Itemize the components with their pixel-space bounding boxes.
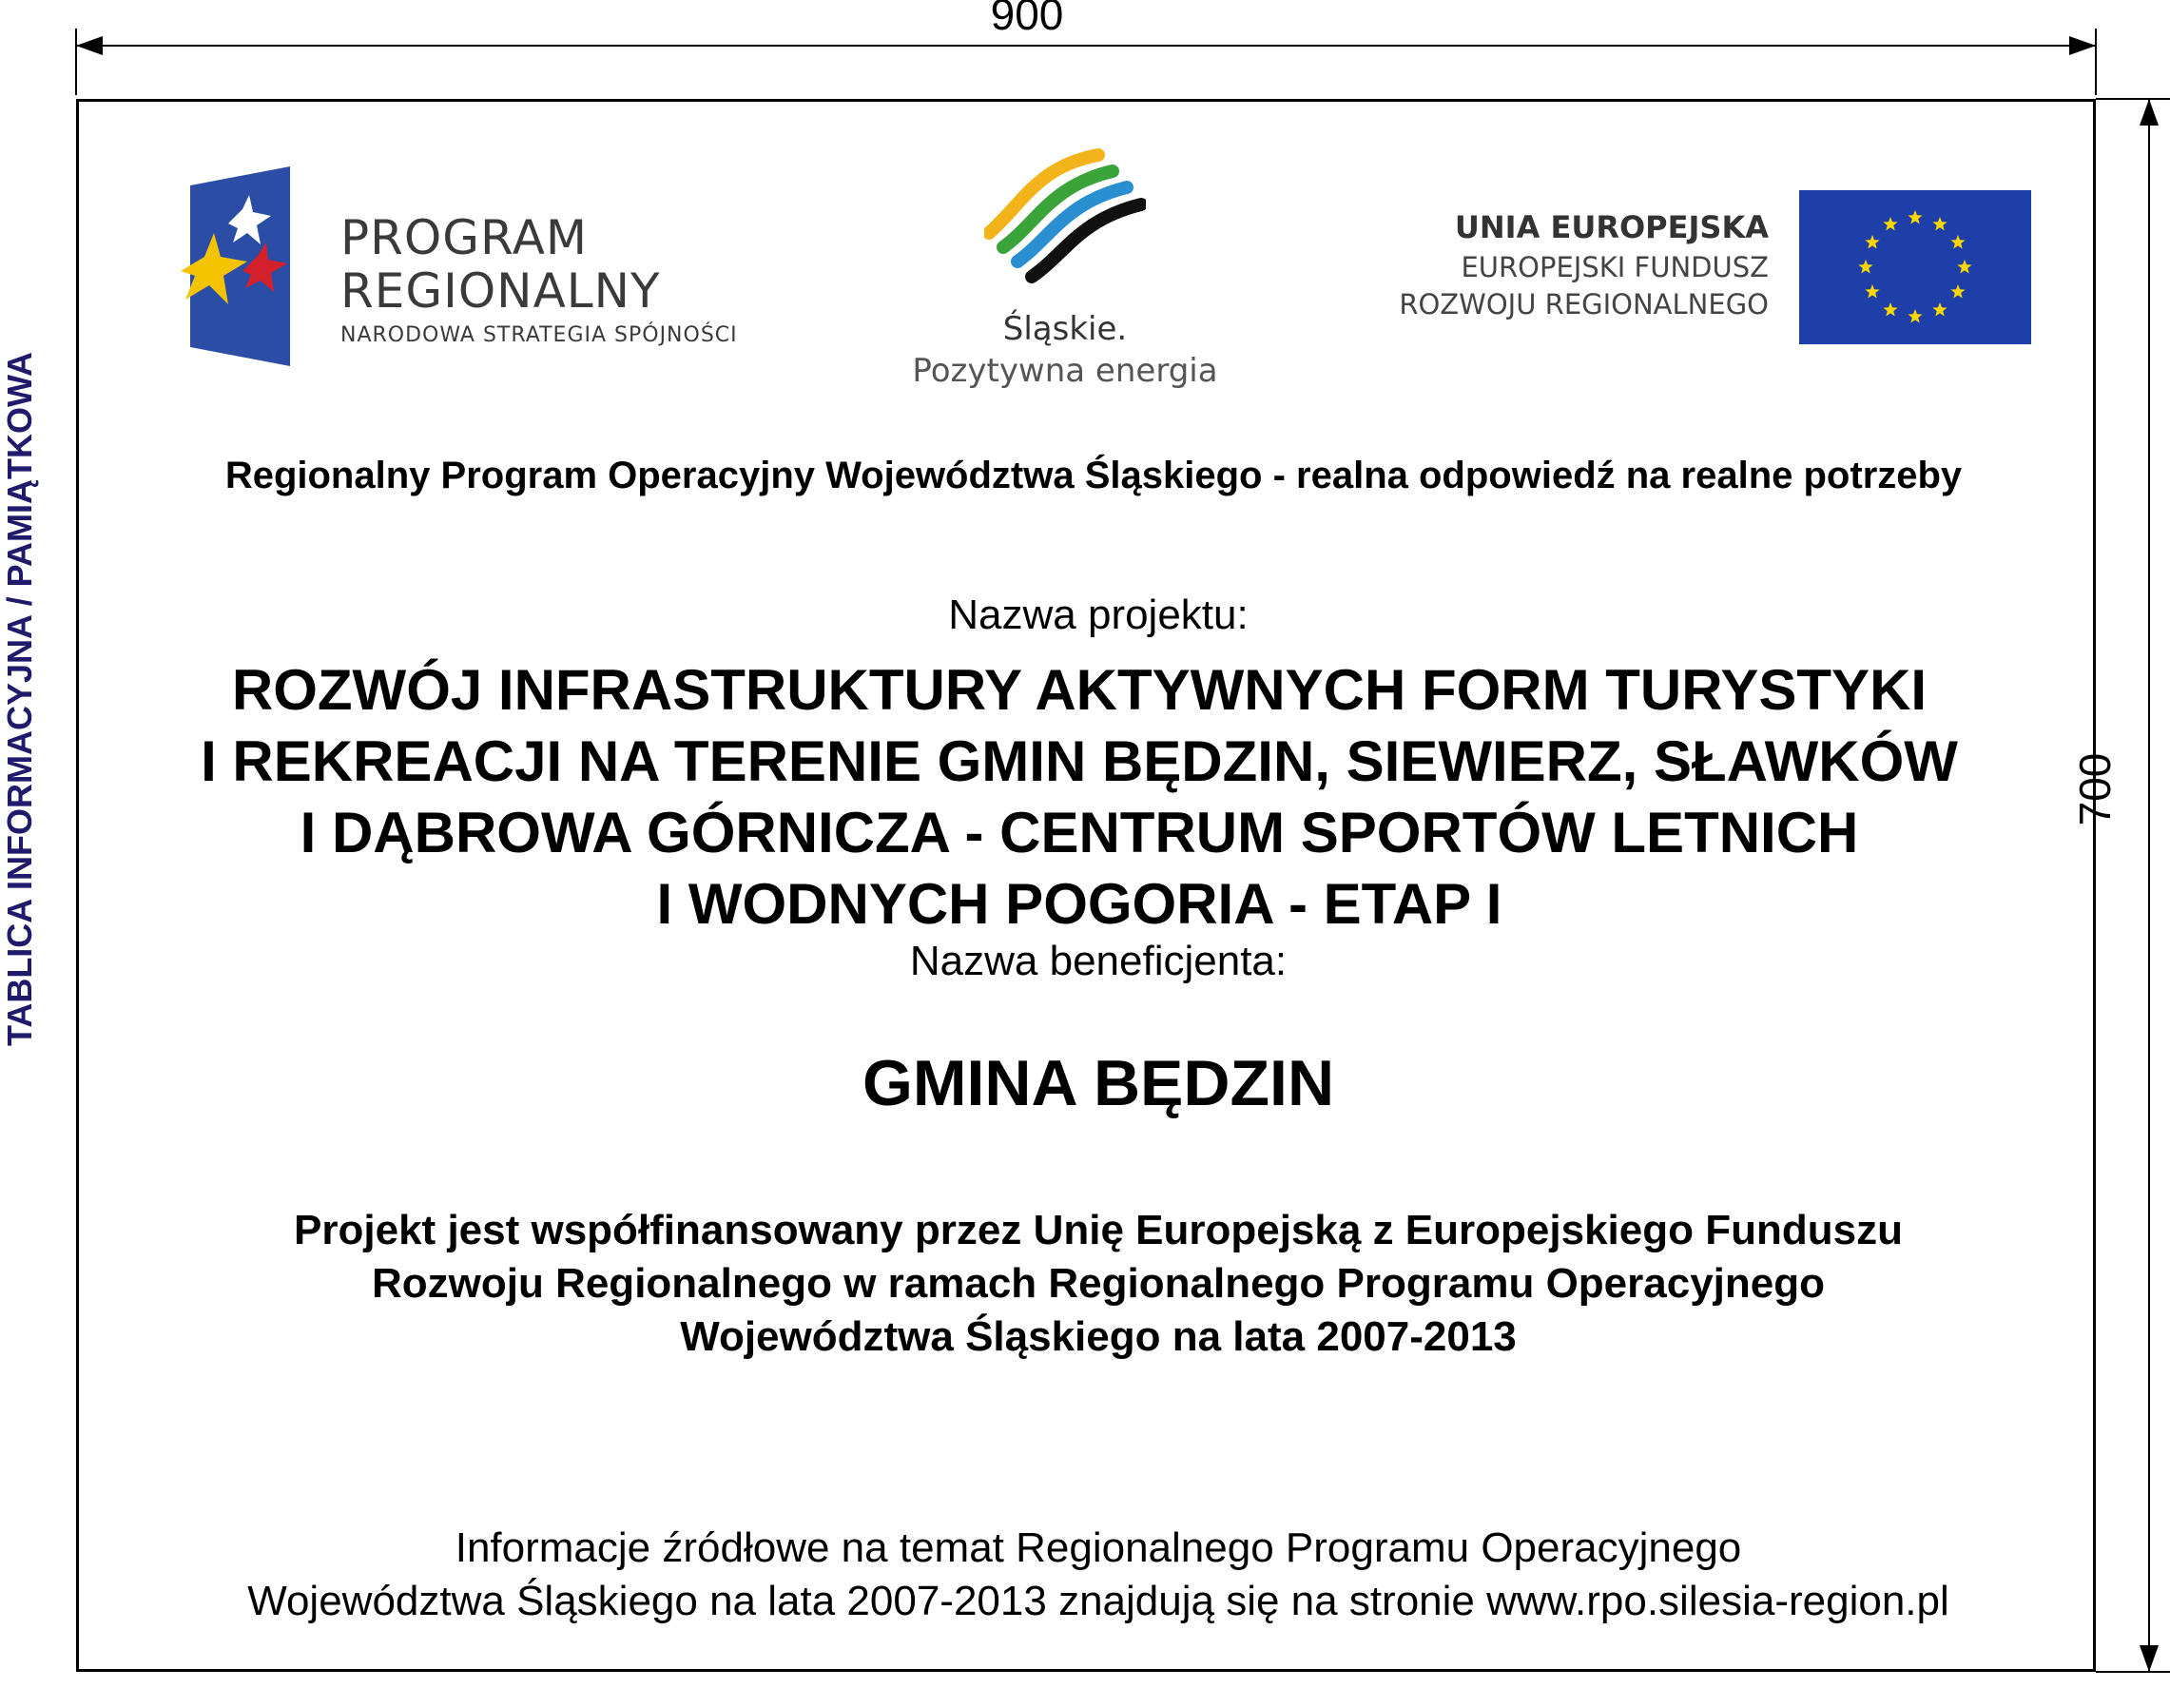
cofinancing-line: Projekt jest współfinansowany przez Unię Europejską z Europejskiego Funduszu bbox=[294, 1207, 1903, 1253]
cofinancing-statement bbox=[76, 1204, 2121, 1364]
width-label: 900 bbox=[990, 0, 1064, 39]
project-label: Nazwa projektu: bbox=[948, 592, 1249, 638]
unia-line2: EUROPEJSKI FUNDUSZ bbox=[1461, 251, 1769, 283]
slaskie-name: Śląskie. bbox=[1002, 310, 1128, 348]
slaskie-slogan: Pozytywna energia bbox=[912, 352, 1218, 390]
project-name-line: I DĄBROWA GÓRNICZA - CENTRUM SPORTÓW LETNICH bbox=[300, 801, 1859, 864]
program-regionalny-line2: REGIONALNY bbox=[340, 263, 661, 319]
program-regionalny-line1: PROGRAM bbox=[340, 210, 589, 265]
beneficiary-label: Nazwa beneficjenta: bbox=[909, 938, 1288, 984]
side-label: TABLICA INFORMACYJNA / PAMIĄTKOWA bbox=[0, 352, 39, 1046]
unia-line3: ROZWOJU REGIONALNEGO bbox=[1399, 288, 1769, 320]
tagline: Regionalny Program Operacyjny Województwa Śląskiego - realna odpowiedź na realne potrzeby bbox=[224, 455, 1963, 496]
arrow-up-icon bbox=[2140, 99, 2159, 126]
cofinancing-line: Województwa Śląskiego na lata 2007-2013 bbox=[680, 1313, 1517, 1360]
unia-line1: UNIA EUROPEJSKA bbox=[1454, 209, 1769, 245]
eu-flag-icon bbox=[1799, 190, 2031, 344]
arrow-right-icon bbox=[2069, 36, 2096, 55]
beneficiary-name: GMINA BĘDZIN bbox=[862, 1047, 1335, 1119]
info-line: Informacje źródłowe na temat Regionalnego Programu Operacyjnego bbox=[455, 1524, 1742, 1571]
arrow-down-icon bbox=[2140, 1645, 2159, 1672]
project-name-line: I WODNYCH POGORIA - ETAP I bbox=[656, 872, 1502, 936]
program-regionalny-logo-icon bbox=[162, 166, 295, 366]
cofinancing-line: Rozwoju Regionalnego w ramach Regionalnego Programu Operacyjnego bbox=[371, 1260, 1825, 1307]
arrow-left-icon bbox=[76, 36, 103, 55]
project-name bbox=[76, 654, 2083, 940]
height-label: 700 bbox=[2070, 752, 2120, 826]
program-regionalny-subtitle: NARODOWA STRATEGIA SPÓJNOŚCI bbox=[340, 323, 738, 347]
project-name-line: ROZWÓJ INFRASTRUKTURY AKTYWNYCH FORM TURYSTYKI bbox=[231, 658, 1928, 722]
info-line: Województwa Śląskiego na lata 2007-2013 znajdują się na stronie www.rpo.silesia-region.pl bbox=[247, 1578, 1949, 1624]
source-information bbox=[76, 1522, 2121, 1628]
program-regionalny-title bbox=[340, 211, 661, 318]
project-name-line: I REKREACJI NA TERENIE GMIN BĘDZIN, SIEWIERZ, SŁAWKÓW bbox=[201, 729, 1958, 793]
slaskie-waves-icon bbox=[984, 147, 1146, 290]
